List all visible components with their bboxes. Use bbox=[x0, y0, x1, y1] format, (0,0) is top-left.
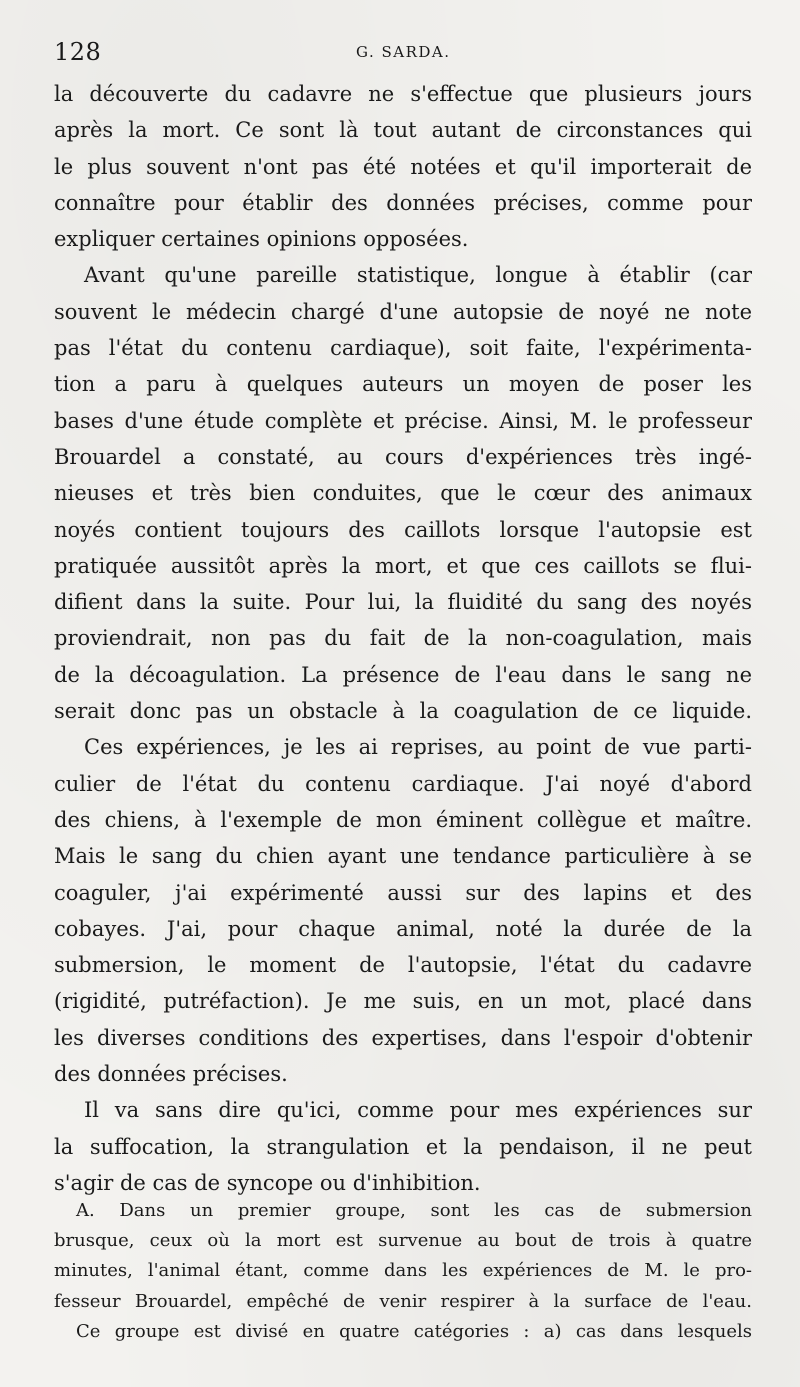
running-head: G. SARDA. bbox=[356, 43, 451, 61]
text-line: noyés contient toujours des caillots lorsque l'autopsie est bbox=[54, 517, 752, 542]
text-line: des données précises. bbox=[54, 1062, 288, 1087]
text-line: proviendrait, non pas du fait de la non-coagulation, mais bbox=[54, 626, 752, 651]
text-line: de la décoagulation. La présence de l'eau dans le sang ne bbox=[54, 662, 752, 687]
text-line: Ce groupe est divisé en quatre catégories : a) cas dans lesquels bbox=[76, 1320, 752, 1342]
text-line: minutes, l'animal étant, comme dans les expériences de M. le pro- bbox=[54, 1260, 752, 1282]
text-line: Mais le sang du chien ayant une tendance particulière à se bbox=[54, 844, 752, 869]
text-line: des chiens, à l'exemple de mon éminent collègue et maître. bbox=[54, 807, 752, 832]
text-line: fesseur Brouardel, empêché de venir respirer à la surface de l'eau. bbox=[54, 1290, 752, 1312]
text-line: A. Dans un premier groupe, sont les cas de submersion bbox=[76, 1200, 752, 1221]
main-text bbox=[54, 76, 752, 1201]
page-number: 128 bbox=[54, 38, 102, 66]
text-line: après la mort. Ce sont là tout autant de circonstances qui bbox=[54, 118, 752, 143]
text-line: la suffocation, la strangulation et la pendaison, il ne peut bbox=[54, 1134, 752, 1159]
page-header bbox=[48, 38, 754, 66]
text-line: souvent le médecin chargé d'une autopsie de noyé ne note bbox=[54, 299, 752, 324]
text-line: culier de l'état du contenu cardiaque. J'ai noyé d'abord bbox=[54, 771, 752, 796]
text-line: cobayes. J'ai, pour chaque animal, noté la durée de la bbox=[54, 916, 752, 941]
text-line: expliquer certaines opinions opposées. bbox=[54, 227, 469, 252]
text-line: pas l'état du contenu cardiaque), soit faite, l'expérimenta- bbox=[54, 336, 752, 361]
text-line: Ces expériences, je les ai reprises, au point de vue parti- bbox=[84, 735, 752, 760]
text-line: submersion, le moment de l'autopsie, l'état du cadavre bbox=[54, 953, 752, 978]
text-line: connaître pour établir des données précises, comme pour bbox=[54, 190, 752, 215]
text-line: Avant qu'une pareille statistique, longue à établir (car bbox=[84, 263, 752, 288]
text-line: bases d'une étude complète et précise. Ainsi, M. le professeur bbox=[54, 408, 752, 433]
text-line: pratiquée aussitôt après la mort, et que ces caillots se flui- bbox=[54, 553, 752, 578]
text-line: s'agir de cas de syncope ou d'inhibition. bbox=[54, 1170, 481, 1195]
text-line: les diverses conditions des expertises, dans l'espoir d'obtenir bbox=[54, 1025, 752, 1050]
text-line: tion a paru à quelques auteurs un moyen de poser les bbox=[54, 372, 752, 397]
text-line: Brouardel a constaté, au cours d'expériences très ingé- bbox=[54, 444, 752, 469]
text-line: la découverte du cadavre ne s'effectue que plusieurs jours bbox=[54, 82, 752, 106]
text-line: le plus souvent n'ont pas été notées et qu'il importerait de bbox=[54, 154, 752, 179]
text-line: serait donc pas un obstacle à la coagulation de ce liquide. bbox=[54, 699, 752, 724]
text-line: Il va sans dire qu'ici, comme pour mes expériences sur bbox=[84, 1098, 752, 1123]
small-print-section bbox=[54, 1196, 752, 1347]
text-line: (rigidité, putréfaction). Je me suis, en un mot, placé dans bbox=[54, 989, 752, 1014]
text-line: brusque, ceux où la mort est survenue au bout de trois à quatre bbox=[54, 1230, 752, 1252]
text-line: coaguler, j'ai expérimenté aussi sur des lapins et des bbox=[54, 880, 752, 905]
text-line: nieuses et très bien conduites, que le cœur des animaux bbox=[54, 481, 752, 506]
text-line: difient dans la suite. Pour lui, la fluidité du sang des noyés bbox=[54, 590, 752, 615]
